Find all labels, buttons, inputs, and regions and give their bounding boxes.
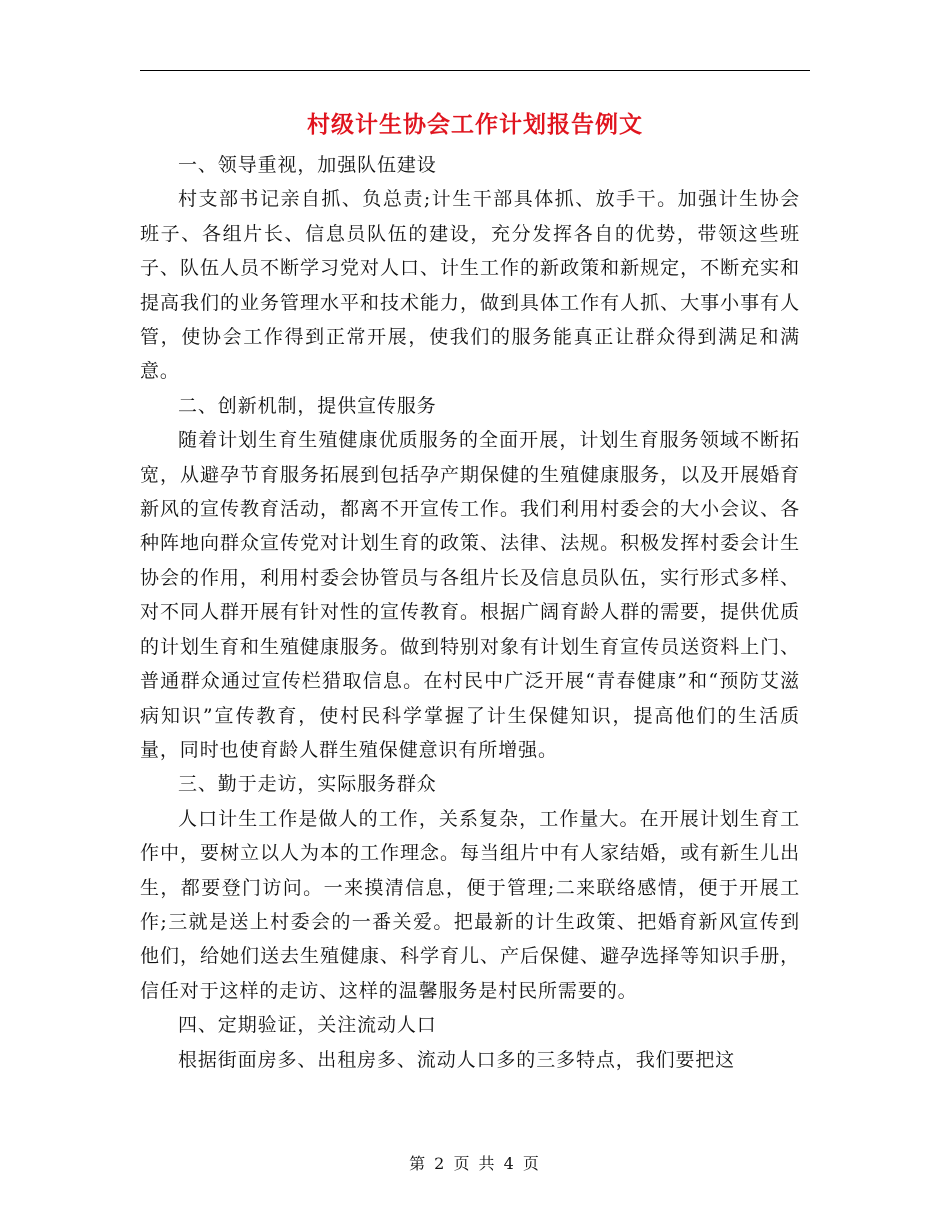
section-heading-3: 三、勤于走访，实际服务群众: [178, 773, 437, 796]
paragraph-4: 根据街面房多、出租房多、流动人口多的三多特点，我们要把这: [178, 1048, 736, 1071]
document-body: [140, 148, 800, 1077]
paragraph-1: 村支部书记亲自抓、负总责;计生干部具体抓、放手干。加强计生协会班子、各组片长、信息员队伍的建设，充分发挥各自的优势，带领这些班子、队伍人员不断学习党对人口、计生工作的新政策和新规定，不断充实和提高我们的业务管理水平和技术能力，做到具体工作有人抓、大事小事有人管，使协会工作得到正常开展，使我们的服务能真正让群众得到满足和满意。: [140, 188, 800, 383]
document-title: 村级计生协会工作计划报告例文: [307, 111, 643, 138]
header-rule: [140, 70, 810, 71]
section-heading-4: 四、定期验证，关注流动人口: [178, 1014, 437, 1037]
paragraph-2: 随着计划生育生殖健康优质服务的全面开展，计划生育服务领域不断拓宽，从避孕节育服务拓展到包括孕产期保健的生殖健康服务，以及开展婚育新风的宣传教育活动，都离不开宣传工作。我们利用村委会的大小会议、各种阵地向群众宣传党对计划生育的政策、法律、法规。积极发挥村委会计生协会的作用，利用村委会协管员与各组片长及信息员队伍，实行形式多样、对不同人群开展有针对性的宣传教育。根据广阔育龄人群的需要，提供优质的计划生育和生殖健康服务。做到特别对象有计划生育宣传员送资料上门、普通群众通过宣传栏猎取信息。在村民中广泛开展“青春健康”和“预防艾滋病知识”宣传教育，使村民科学掌握了计生保健知识，提高他们的生活质量，同时也使育龄人群生殖保健意识有所增强。: [140, 429, 800, 761]
section-heading-2: 二、创新机制，提供宣传服务: [178, 394, 437, 417]
section-heading-1: 一、领导重视，加强队伍建设: [178, 154, 437, 176]
page-number: 第 2 页 共 4 页: [409, 1154, 541, 1173]
paragraph-3: 人口计生工作是做人的工作，关系复杂，工作量大。在开展计划生育工作中，要树立以人为本的工作理念。每当组片中有人家结婚，或有新生儿出生，都要登门访问。一来摸清信息，便于管理;二来联络感情，便于开展工作;三就是送上村委会的一番关爱。把最新的计生政策、把婚育新风宣传到他们，给她们送去生殖健康、科学育儿、产后保健、避孕选择等知识手册，信任对于这样的走访、这样的温馨服务是村民所需要的。: [140, 807, 800, 1002]
